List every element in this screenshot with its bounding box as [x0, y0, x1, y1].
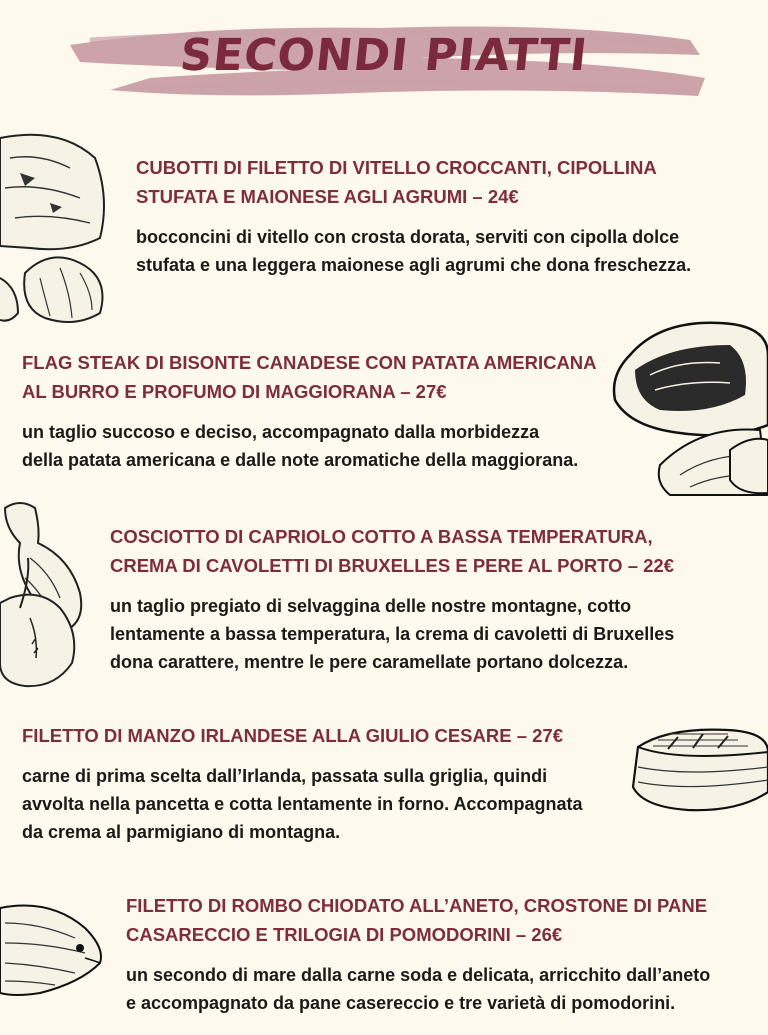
page-title: SECONDI PIATTI [177, 30, 591, 81]
dish-name: COSCIOTTO DI CAPRIOLO COTTO A BASSA TEMPERATURA, CREMA DI CAVOLETTI DI BRUXELLES E PERE AL PORTO – 22€ [110, 526, 674, 576]
dish-description: bocconcini di vitello con crosta dorata, serviti con cipolla dolce stufata e una leggera maionese agli agrumi che dona freschezza. [136, 227, 692, 275]
dish-name: FLAG STEAK DI BISONTE CANADESE CON PATATA AMERICANA AL BURRO E PROFUMO DI MAGGIORANA – 27€ [22, 352, 597, 402]
header [0, 0, 768, 120]
fillet-icon [628, 722, 768, 814]
dish-item [136, 153, 746, 279]
dish-item [22, 348, 612, 474]
dish-item [110, 522, 750, 676]
dish-description: carne di prima scelta dall’Irlanda, passata sulla griglia, quindi avvolta nella pancetta e cotta lentamente in forno. Accompagnata da crema al parmigiano di montagna. [22, 766, 583, 842]
dish-item [126, 891, 756, 1017]
leg-and-pear-icon [0, 498, 95, 690]
dish-item [22, 721, 622, 846]
dish-name: FILETTO DI MANZO IRLANDESE ALLA GIULIO CESARE – 27€ [22, 725, 563, 746]
dish-description: un taglio succoso e deciso, accompagnato dalla morbidezza della patata americana e dalle note aromatiche della maggiorana. [22, 422, 579, 470]
fish-icon [0, 893, 108, 1003]
dish-name: FILETTO DI ROMBO CHIODATO ALL’ANETO, CROSTONE DI PANE CASARECCIO E TRILOGIA DI POMODORINI – 26€ [126, 895, 708, 945]
dish-description: un taglio pregiato di selvaggina delle nostre montagne, cotto lentamente a bassa temperatura, la crema di cavoletti di Bruxelles dona carattere, mentre le pere caramellate portano dolcezza. [110, 596, 675, 672]
dish-name: CUBOTTI DI FILETTO DI VITELLO CROCCANTI, CIPOLLINA STUFATA E MAIONESE AGLI AGRUMI – 24€ [136, 157, 657, 207]
dish-description: un secondo di mare dalla carne soda e delicata, arricchito dall’aneto e accompagnato da pane casereccio e tre varietà di pomodorini. [126, 965, 711, 1013]
steak-and-potato-icon [600, 315, 768, 500]
meat-and-onion-icon [0, 128, 110, 323]
